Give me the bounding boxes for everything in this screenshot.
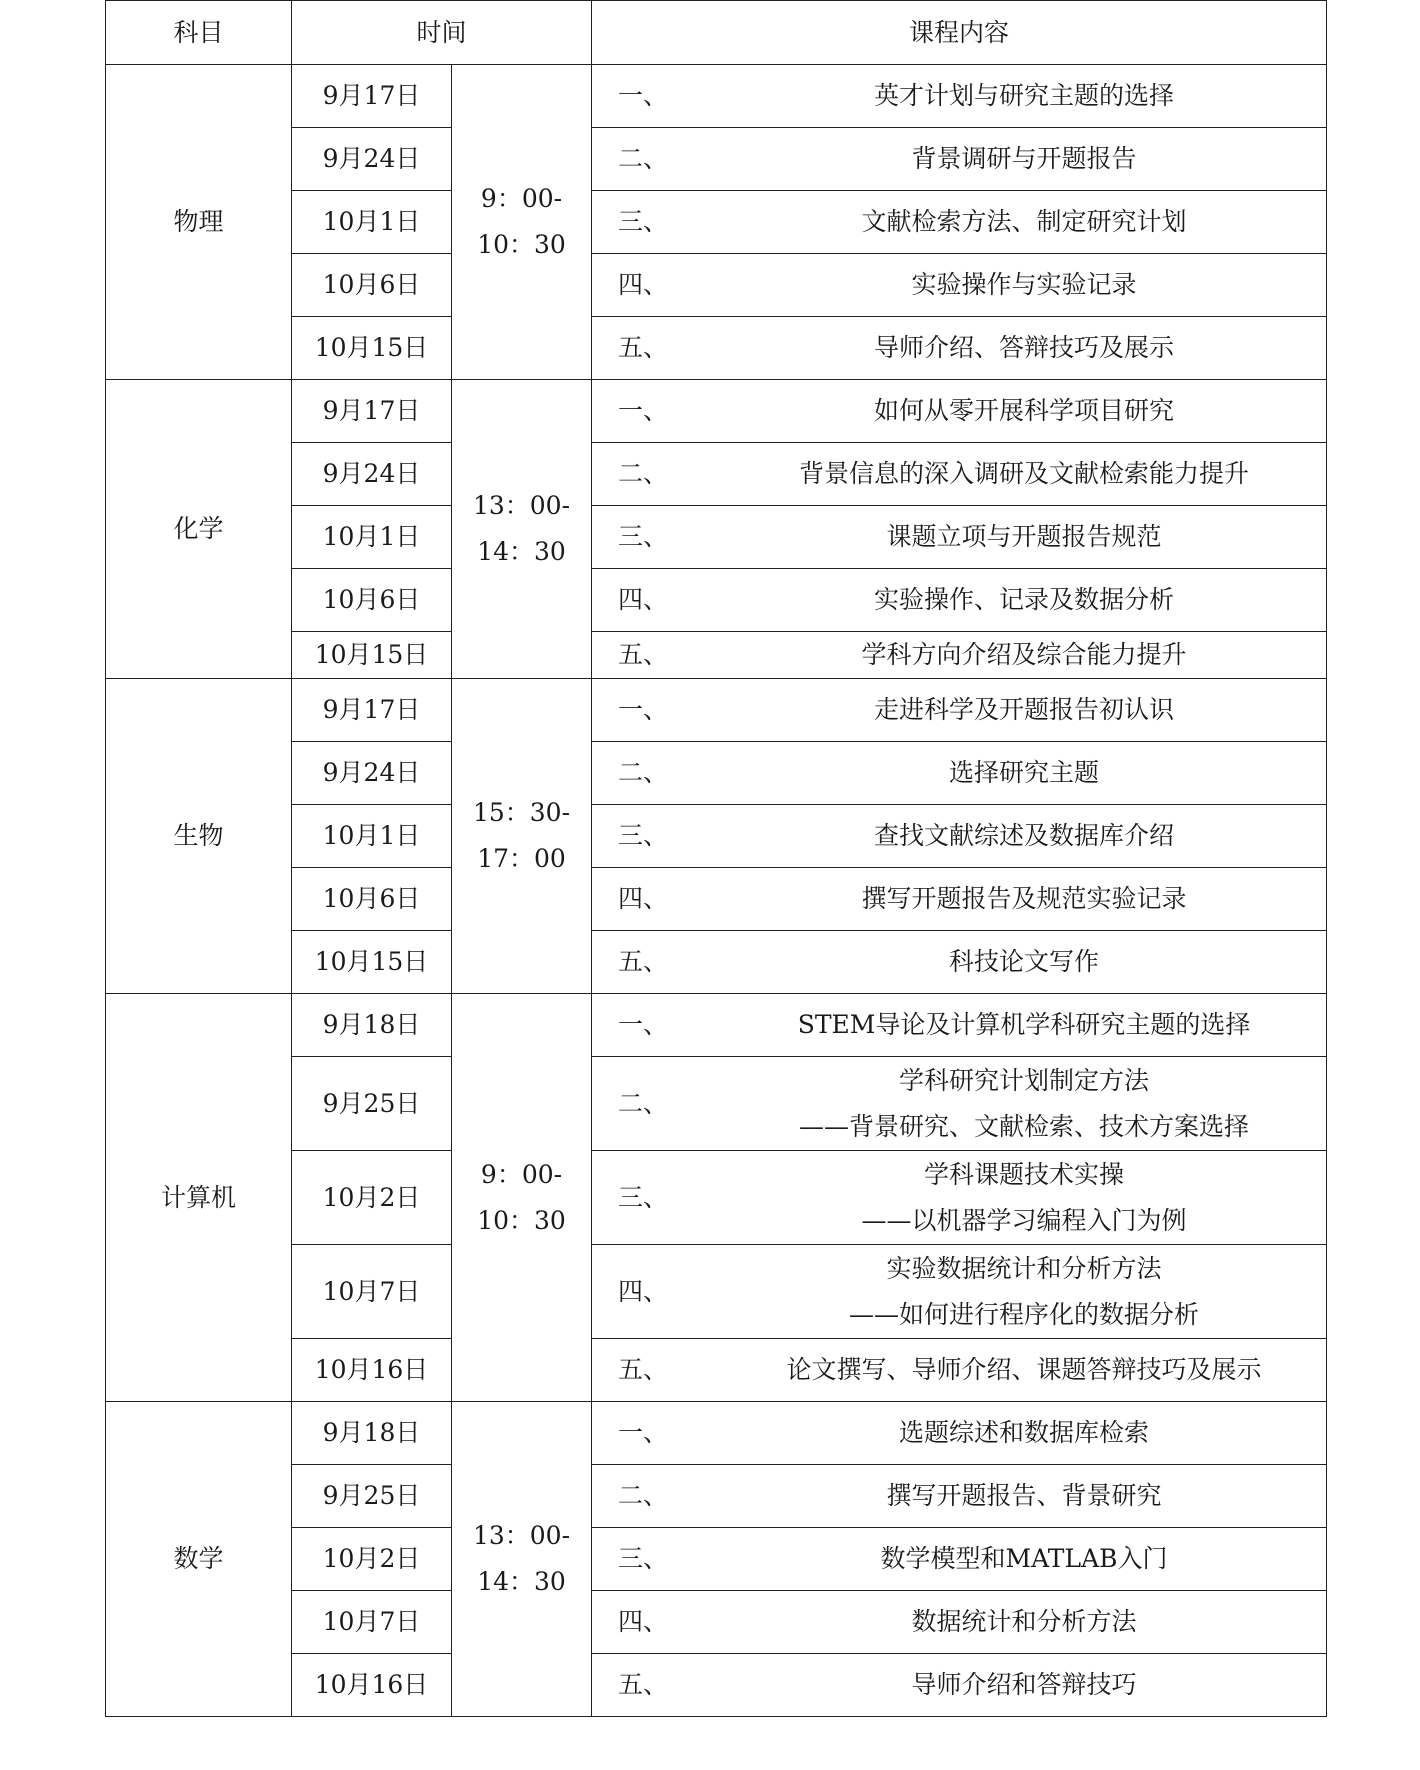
lesson-title-line: 文献检索方法、制定研究计划 — [861, 207, 1187, 236]
time-line: 9：00- — [480, 1159, 563, 1189]
date-cell: 10月6日 — [292, 569, 452, 632]
date-cell: 10月6日 — [292, 868, 452, 931]
lesson-number: 三、 — [618, 1544, 669, 1573]
content-cell — [592, 1245, 1327, 1339]
lesson-title-line: 实验操作与实验记录 — [911, 270, 1137, 299]
date-cell: 9月25日 — [292, 1465, 452, 1528]
time-cell — [452, 65, 592, 380]
date-cell: 10月15日 — [292, 632, 452, 679]
date-cell: 9月17日 — [292, 380, 452, 443]
lesson-title-line: 背景信息的深入调研及文献检索能力提升 — [799, 459, 1250, 488]
content-cell — [592, 191, 1327, 254]
time-line: 13：00- — [472, 491, 571, 520]
lesson-number: 二、 — [618, 1088, 669, 1118]
content-cell — [592, 1654, 1327, 1717]
date-cell: 10月7日 — [292, 1245, 452, 1339]
lesson-number: 二、 — [618, 144, 669, 173]
content-cell — [592, 994, 1327, 1057]
lesson-number: 五、 — [618, 640, 669, 669]
lesson-number: 三、 — [618, 522, 669, 551]
header-subject: 科目 — [106, 1, 292, 65]
lesson-title — [592, 750, 1326, 796]
lesson-title — [592, 73, 1326, 119]
lesson-title-line: 选题综述和数据库检索 — [899, 1418, 1150, 1447]
lesson-title-line: 英才计划与研究主题的选择 — [874, 81, 1175, 110]
lesson-number: 二、 — [618, 1481, 669, 1510]
content-cell — [592, 128, 1327, 191]
content-cell — [592, 1465, 1327, 1528]
time-cell — [452, 380, 592, 679]
subject-cell: 生物 — [106, 679, 292, 994]
lesson-number: 一、 — [618, 695, 669, 724]
time-cell — [452, 1402, 592, 1717]
lesson-title — [592, 1246, 1326, 1338]
lesson-title-line: 撰写开题报告及规范实验记录 — [861, 884, 1187, 913]
header-content: 课程内容 — [592, 1, 1327, 65]
subject-cell: 计算机 — [106, 994, 292, 1402]
lesson-title-line: 学科方向介绍及综合能力提升 — [861, 640, 1187, 669]
lesson-number: 五、 — [618, 1355, 669, 1384]
lesson-title — [592, 262, 1326, 308]
lesson-title-line: 导师介绍、答辩技巧及展示 — [874, 333, 1175, 362]
date-cell: 10月2日 — [292, 1528, 452, 1591]
lesson-title — [592, 1002, 1326, 1048]
date-cell: 10月16日 — [292, 1339, 452, 1402]
lesson-number: 四、 — [618, 884, 669, 913]
time-line: 14：30 — [477, 1567, 566, 1596]
content-cell — [592, 632, 1327, 679]
lesson-subtitle-line: ——背景研究、文献检索、技术方案选择 — [799, 1111, 1250, 1141]
lesson-title — [592, 632, 1326, 678]
content-cell — [592, 317, 1327, 380]
table-row — [106, 65, 1327, 128]
content-cell — [592, 65, 1327, 128]
lesson-title-line: 学科课题技术实操 — [924, 1159, 1125, 1189]
lesson-title — [592, 876, 1326, 922]
content-cell — [592, 868, 1327, 931]
subject-cell: 数学 — [106, 1402, 292, 1717]
time-cell — [452, 994, 592, 1402]
lesson-title — [592, 577, 1326, 623]
lesson-title — [592, 1662, 1326, 1708]
date-cell: 10月1日 — [292, 506, 452, 569]
header-time: 时间 — [292, 1, 592, 65]
lesson-number: 四、 — [618, 585, 669, 614]
date-cell: 9月17日 — [292, 65, 452, 128]
lesson-number: 四、 — [618, 1276, 669, 1306]
table-row — [106, 1402, 1327, 1465]
content-cell — [592, 931, 1327, 994]
lesson-number: 一、 — [618, 396, 669, 425]
date-cell: 9月24日 — [292, 128, 452, 191]
table-row — [106, 380, 1327, 443]
lesson-subtitle-line: ——以机器学习编程入门为例 — [861, 1205, 1187, 1235]
lesson-number: 五、 — [618, 1670, 669, 1699]
lesson-title — [592, 1152, 1326, 1244]
lesson-title-line: 课题立项与开题报告规范 — [886, 522, 1162, 551]
date-cell: 10月1日 — [292, 805, 452, 868]
content-cell — [592, 1402, 1327, 1465]
lesson-title — [592, 1410, 1326, 1456]
time-cell — [452, 679, 592, 994]
date-cell: 10月7日 — [292, 1591, 452, 1654]
lesson-title — [592, 514, 1326, 560]
lesson-title-line: 撰写开题报告、背景研究 — [886, 1481, 1162, 1510]
lesson-title-line: 查找文献综述及数据库介绍 — [874, 821, 1175, 850]
lesson-title — [592, 1599, 1326, 1645]
lesson-title — [592, 136, 1326, 182]
date-cell: 9月17日 — [292, 679, 452, 742]
time-line: 10：30 — [477, 1205, 566, 1235]
date-cell: 10月15日 — [292, 317, 452, 380]
lesson-title-line: 科技论文写作 — [949, 947, 1100, 976]
date-cell: 10月1日 — [292, 191, 452, 254]
lesson-number: 一、 — [618, 1010, 669, 1039]
content-cell — [592, 805, 1327, 868]
content-cell — [592, 1528, 1327, 1591]
lesson-number: 二、 — [618, 758, 669, 787]
table-row — [106, 994, 1327, 1057]
lesson-number: 五、 — [618, 333, 669, 362]
lesson-title-line: 数学模型和MATLAB入门 — [880, 1544, 1168, 1573]
lesson-title-line: 走进科学及开题报告初认识 — [874, 695, 1175, 724]
lesson-title — [592, 451, 1326, 497]
table-row — [106, 679, 1327, 742]
content-cell — [592, 443, 1327, 506]
lesson-title-line: 实验操作、记录及数据分析 — [874, 585, 1175, 614]
content-cell — [592, 1339, 1327, 1402]
time-line: 9：00- — [480, 184, 563, 213]
lesson-number: 四、 — [618, 270, 669, 299]
date-cell: 10月2日 — [292, 1151, 452, 1245]
date-cell: 9月25日 — [292, 1057, 452, 1151]
time-line: 10：30 — [477, 230, 566, 259]
lesson-number: 三、 — [618, 1182, 669, 1212]
content-cell — [592, 1151, 1327, 1245]
lesson-title-line: 背景调研与开题报告 — [911, 144, 1137, 173]
course-schedule-table — [105, 0, 1327, 1717]
lesson-title — [592, 1536, 1326, 1582]
lesson-title — [592, 687, 1326, 733]
content-cell — [592, 380, 1327, 443]
lesson-number: 四、 — [618, 1607, 669, 1636]
date-cell: 10月16日 — [292, 1654, 452, 1717]
time-line: 15：30- — [472, 798, 571, 827]
content-cell — [592, 742, 1327, 805]
lesson-subtitle-line: ——如何进行程序化的数据分析 — [849, 1299, 1200, 1329]
time-line: 13：00- — [472, 1521, 571, 1550]
lesson-number: 五、 — [618, 947, 669, 976]
subject-cell: 物理 — [106, 65, 292, 380]
lesson-number: 一、 — [618, 81, 669, 110]
lesson-title-line: 论文撰写、导师介绍、课题答辩技巧及展示 — [786, 1355, 1262, 1384]
date-cell: 10月15日 — [292, 931, 452, 994]
lesson-title — [592, 1058, 1326, 1150]
lesson-title — [592, 325, 1326, 371]
time-line: 14：30 — [477, 537, 566, 566]
lesson-title-line: STEM导论及计算机学科研究主题的选择 — [797, 1010, 1251, 1039]
lesson-title-line: 选择研究主题 — [949, 758, 1100, 787]
lesson-title — [592, 1473, 1326, 1519]
lesson-number: 三、 — [618, 207, 669, 236]
lesson-title-line: 学科研究计划制定方法 — [899, 1065, 1150, 1095]
lesson-title — [592, 388, 1326, 434]
content-cell — [592, 254, 1327, 317]
content-cell — [592, 1057, 1327, 1151]
date-cell: 9月24日 — [292, 443, 452, 506]
schedule-body — [106, 65, 1327, 1717]
lesson-title-line: 导师介绍和答辩技巧 — [911, 1670, 1137, 1699]
lesson-number: 一、 — [618, 1418, 669, 1447]
date-cell: 10月6日 — [292, 254, 452, 317]
lesson-title-line: 实验数据统计和分析方法 — [886, 1253, 1162, 1283]
date-cell: 9月18日 — [292, 1402, 452, 1465]
subject-cell: 化学 — [106, 380, 292, 679]
content-cell — [592, 1591, 1327, 1654]
date-cell: 9月24日 — [292, 742, 452, 805]
lesson-number: 二、 — [618, 459, 669, 488]
lesson-title — [592, 199, 1326, 245]
lesson-title — [592, 1347, 1326, 1393]
lesson-title-line: 数据统计和分析方法 — [911, 1607, 1137, 1636]
content-cell — [592, 506, 1327, 569]
lesson-title — [592, 813, 1326, 859]
content-cell — [592, 569, 1327, 632]
date-cell: 9月18日 — [292, 994, 452, 1057]
lesson-title — [592, 939, 1326, 985]
time-line: 17：00 — [477, 844, 566, 873]
content-cell — [592, 679, 1327, 742]
lesson-title-line: 如何从零开展科学项目研究 — [874, 396, 1175, 425]
lesson-number: 三、 — [618, 821, 669, 850]
